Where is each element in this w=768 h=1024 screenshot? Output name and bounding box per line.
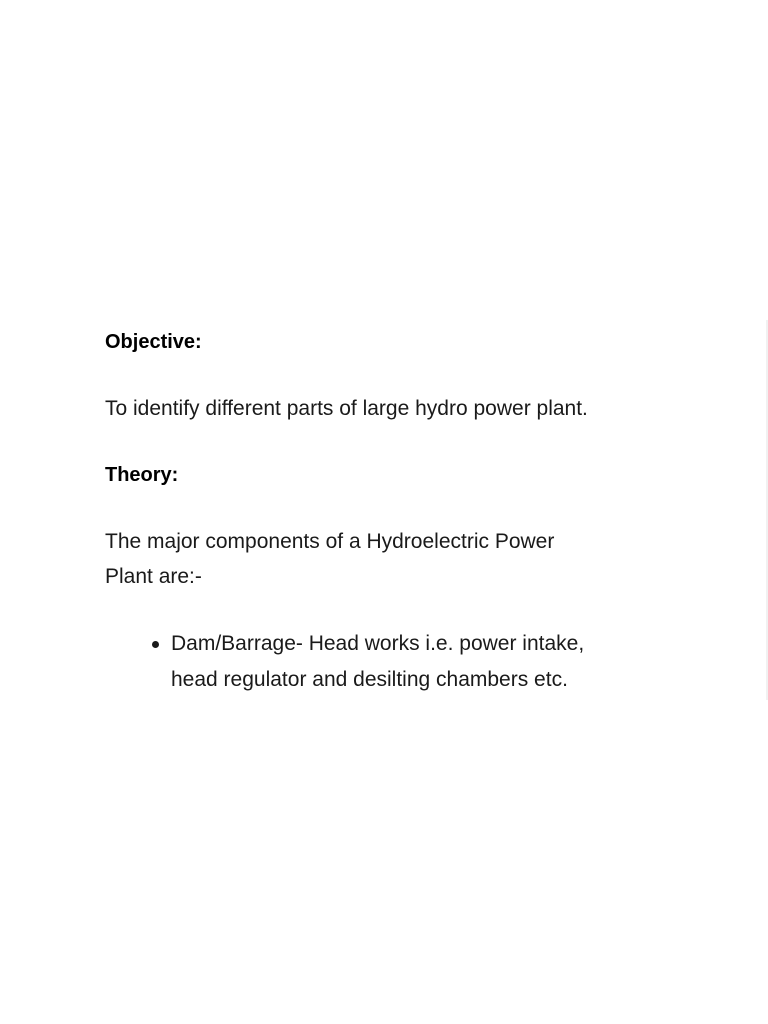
bullet-icon <box>152 641 159 648</box>
list-item <box>171 626 611 698</box>
list-item-text: Dam/Barrage- Head works i.e. power intake, head regulator and desilting chambers etc. <box>171 632 585 691</box>
objective-heading: Objective: <box>105 331 202 353</box>
theory-text: The major components of a Hydroelectric Power Plant are:- <box>105 530 555 588</box>
objective-text: To identify different parts of large hydro power plant. <box>105 397 588 420</box>
theory-heading: Theory: <box>105 464 179 486</box>
component-list <box>105 626 645 698</box>
document-content <box>105 325 645 698</box>
